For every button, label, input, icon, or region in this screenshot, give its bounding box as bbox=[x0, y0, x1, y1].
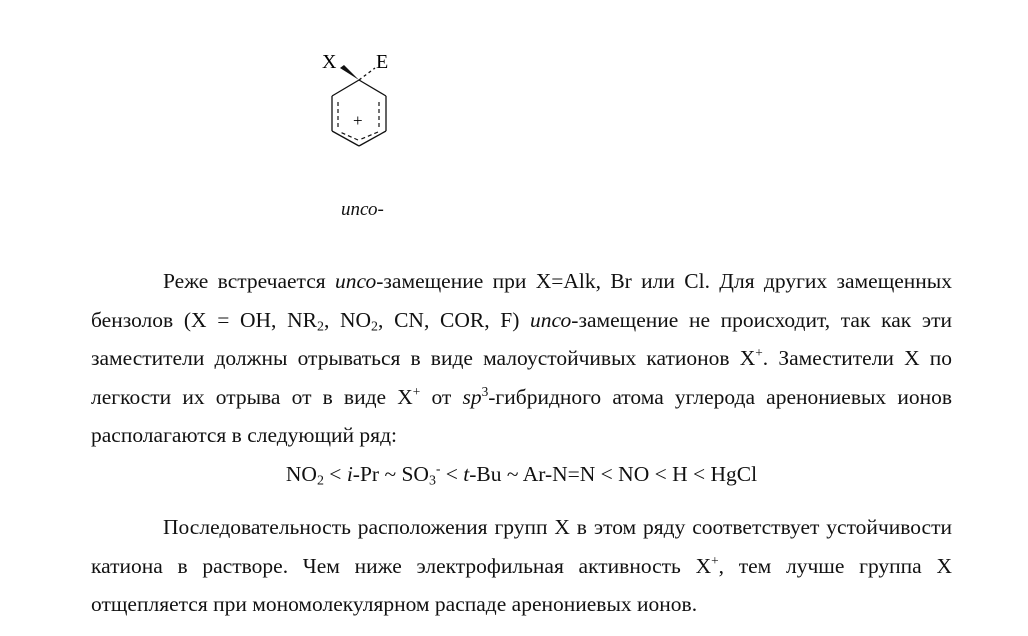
text-run: -замещение при X=Alk, Br или Cl. Для других замещенных бензолов (X = OH, NR bbox=[91, 269, 952, 332]
italic-i: i bbox=[346, 461, 353, 486]
dashed-bond bbox=[359, 68, 375, 80]
superscript: + bbox=[755, 344, 763, 360]
paragraph-1 bbox=[91, 262, 952, 493]
arenonium-ion-structure bbox=[300, 40, 430, 170]
text-run: . Заместители X по легкости их отрыва от в виде X bbox=[91, 346, 953, 409]
text-run: -Bu ~ Ar-N=N < NO < H < HgCl bbox=[469, 461, 758, 486]
text-run: , тем лучше группа X отщепляется при мономолекулярном распаде аренониевых ионов. bbox=[91, 553, 952, 616]
wedge-bond bbox=[340, 65, 359, 80]
subscript: 2 bbox=[371, 318, 379, 334]
subscript: 2 bbox=[316, 318, 324, 334]
text-run: -Pr ~ SO bbox=[352, 461, 429, 486]
text-run: , NO bbox=[323, 307, 372, 332]
subscript: 2 bbox=[316, 472, 324, 488]
superscript: - bbox=[435, 460, 441, 476]
italic-ipso: ипсо bbox=[530, 307, 572, 332]
text-run: < bbox=[323, 461, 347, 486]
positive-charge: + bbox=[353, 111, 363, 130]
text-run: -гибридного атома углерода аренониевых ионов располагаются в следующий ряд: bbox=[91, 384, 952, 447]
leaving-group-series bbox=[91, 455, 952, 494]
text-run: < bbox=[440, 461, 464, 486]
text-run: Последовательность расположения групп X в этом ряду соответствует устойчивости катиона в растворе. Чем ниже электрофильная активность X bbox=[91, 515, 952, 578]
italic-ipso: ипсо bbox=[335, 269, 377, 293]
text-run: , CN, COR, F) bbox=[378, 307, 531, 332]
text-run: Реже встречается bbox=[163, 269, 335, 293]
italic-sp: sp bbox=[462, 384, 482, 409]
text-run: NO bbox=[285, 461, 317, 486]
substituent-e: E bbox=[376, 51, 389, 73]
superscript: + bbox=[412, 383, 421, 399]
subscript: 3 bbox=[428, 472, 436, 488]
superscript: 3 bbox=[481, 383, 489, 399]
italic-t: t bbox=[463, 461, 470, 486]
substituent-x: X bbox=[322, 51, 337, 73]
superscript: + bbox=[711, 552, 719, 568]
text-run: -замещение не происходит, так как эти заместители должны отрываться в виде малоустойчивых катионов X bbox=[91, 307, 952, 370]
text-run: от bbox=[420, 384, 463, 409]
structure-caption: ипсо- bbox=[341, 199, 384, 220]
paragraph-2 bbox=[91, 508, 952, 624]
